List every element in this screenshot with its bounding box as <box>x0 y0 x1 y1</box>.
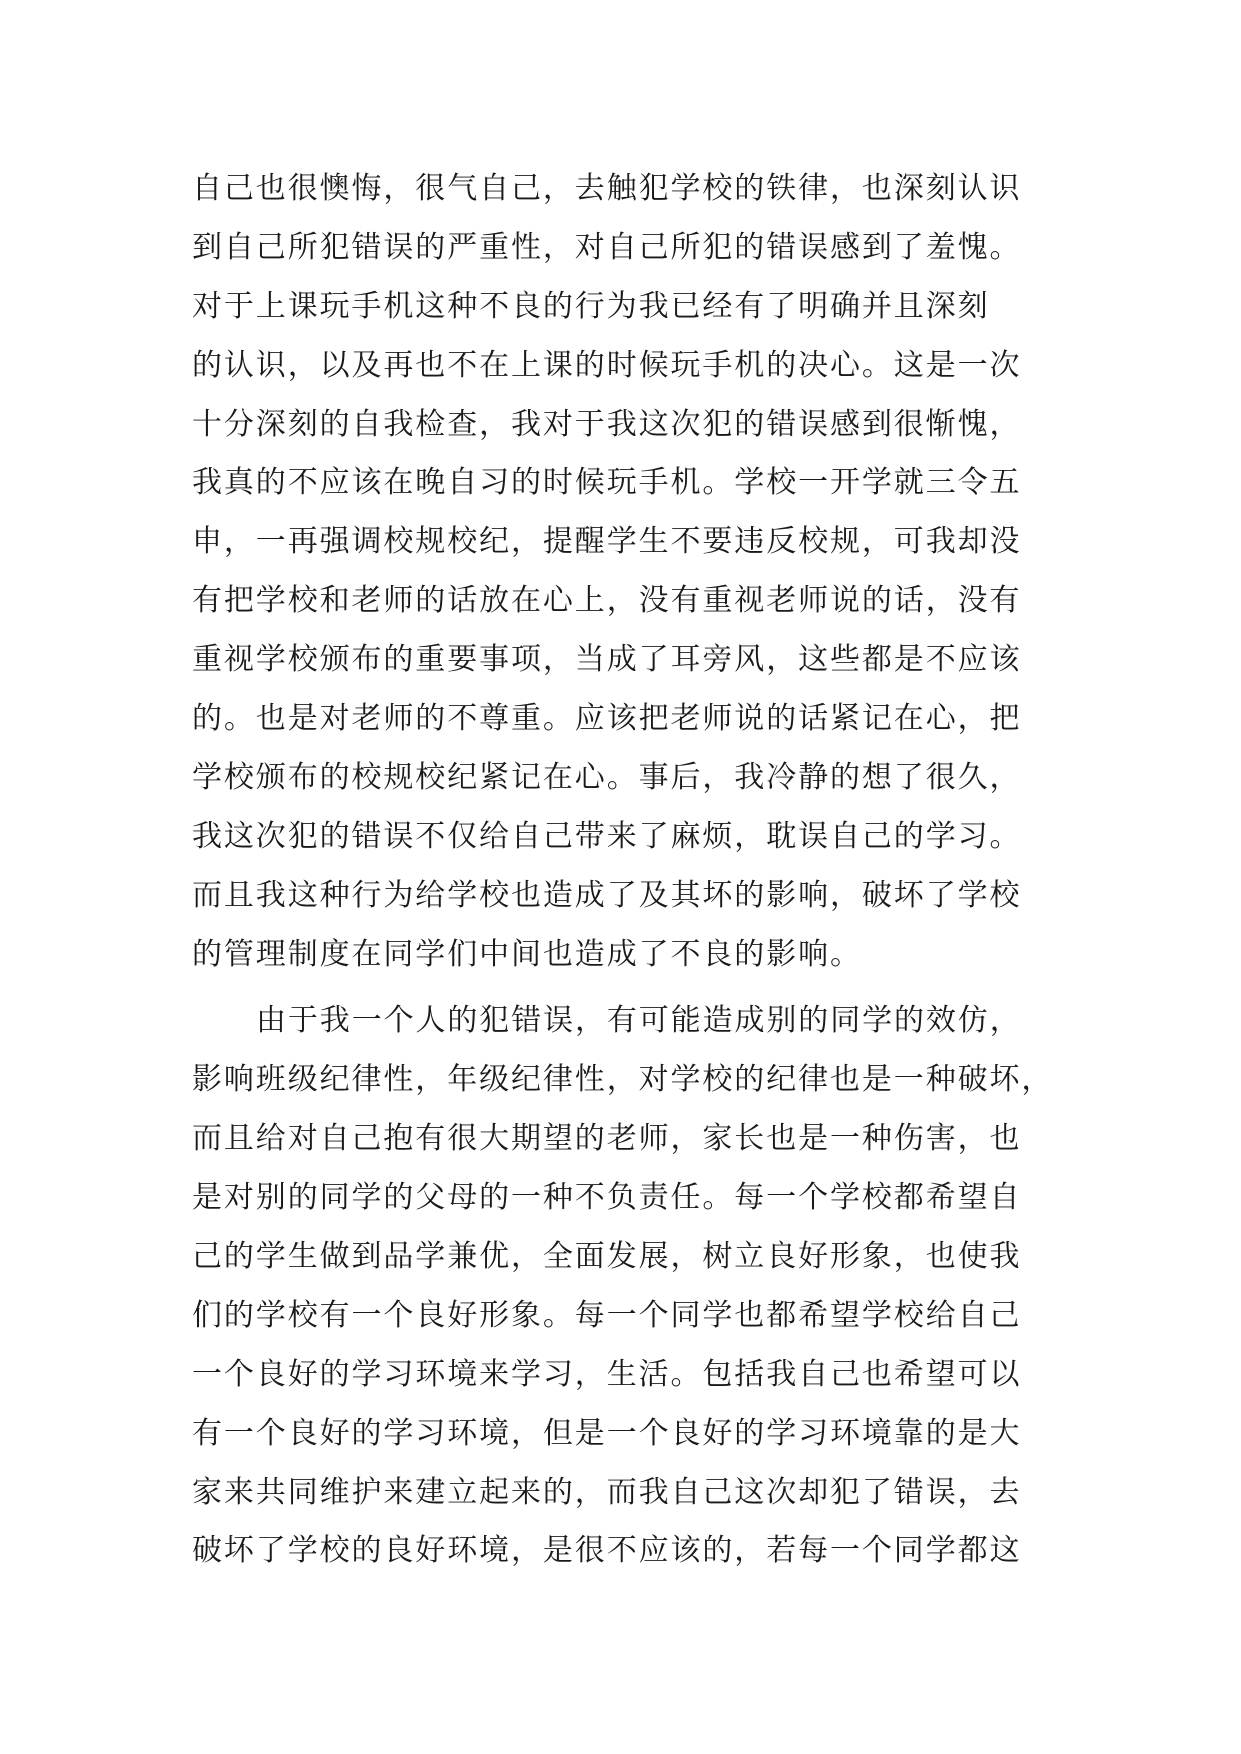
text-line: 是对别的同学的父母的一种不负责任。每一个学校都希望自 <box>192 1180 1022 1216</box>
text-line: 到自己所犯错误的严重性，对自己所犯的错误感到了羞愧。 <box>192 229 1022 265</box>
text-line: 我这次犯的错误不仅给自己带来了麻烦，耽误自己的学习。 <box>192 818 1022 854</box>
text-line: 重视学校颁布的重要事项，当成了耳旁风，这些都是不应该 <box>192 642 1022 678</box>
body-text <box>192 160 1072 1581</box>
paragraph-2 <box>192 992 1072 1581</box>
text-line: 有把学校和老师的话放在心上，没有重视老师说的话，没有 <box>192 583 1022 619</box>
text-line: 破坏了学校的良好环境，是很不应该的，若每一个同学都这 <box>192 1533 1022 1569</box>
text-line: 申，一再强调校规校纪，提醒学生不要违反校规，可我却没 <box>192 524 1022 560</box>
text-line: 们的学校有一个良好形象。每一个同学也都希望学校给自己 <box>192 1297 1022 1333</box>
text-line: 有一个良好的学习环境，但是一个良好的学习环境靠的是大 <box>192 1415 1022 1451</box>
paragraph-1 <box>192 160 1072 984</box>
text-line: 而且我这种行为给学校也造成了及其坏的影响，破坏了学校 <box>192 877 1022 913</box>
text-line: 十分深刻的自我检查，我对于我这次犯的错误感到很惭愧， <box>192 406 1022 442</box>
text-line: 我真的不应该在晚自习的时候玩手机。学校一开学就三令五 <box>192 465 1022 501</box>
text-line: 的。也是对老师的不尊重。应该把老师说的话紧记在心，把 <box>192 701 1022 737</box>
text-line: 自己也很懊悔，很气自己，去触犯学校的铁律，也深刻认识 <box>192 171 1022 206</box>
text-line: 的认识，以及再也不在上课的时候玩手机的决心。这是一次 <box>192 347 1022 383</box>
text-line: 对于上课玩手机这种不良的行为我已经有了明确并且深刻 <box>192 288 990 324</box>
text-line: 一个良好的学习环境来学习，生活。包括我自己也希望可以 <box>192 1356 1022 1392</box>
text-line: 学校颁布的校规校纪紧记在心。事后，我冷静的想了很久， <box>192 759 1022 795</box>
text-line: 己的学生做到品学兼优，全面发展，树立良好形象，也使我 <box>192 1239 1022 1275</box>
text-line: 家来共同维护来建立起来的，而我自己这次却犯了错误，去 <box>192 1474 1022 1510</box>
text-line: 的管理制度在同学们中间也造成了不良的影响。 <box>192 936 862 972</box>
text-line-indented: 由于我一个人的犯错误，有可能造成别的同学的效仿， <box>256 1003 1022 1039</box>
text-line: 影响班级纪律性，年级纪律性，对学校的纪律也是一种破坏， <box>192 1062 1054 1098</box>
paragraph-spacer <box>192 984 1072 992</box>
text-line: 而且给对自己抱有很大期望的老师，家长也是一种伤害，也 <box>192 1121 1022 1157</box>
